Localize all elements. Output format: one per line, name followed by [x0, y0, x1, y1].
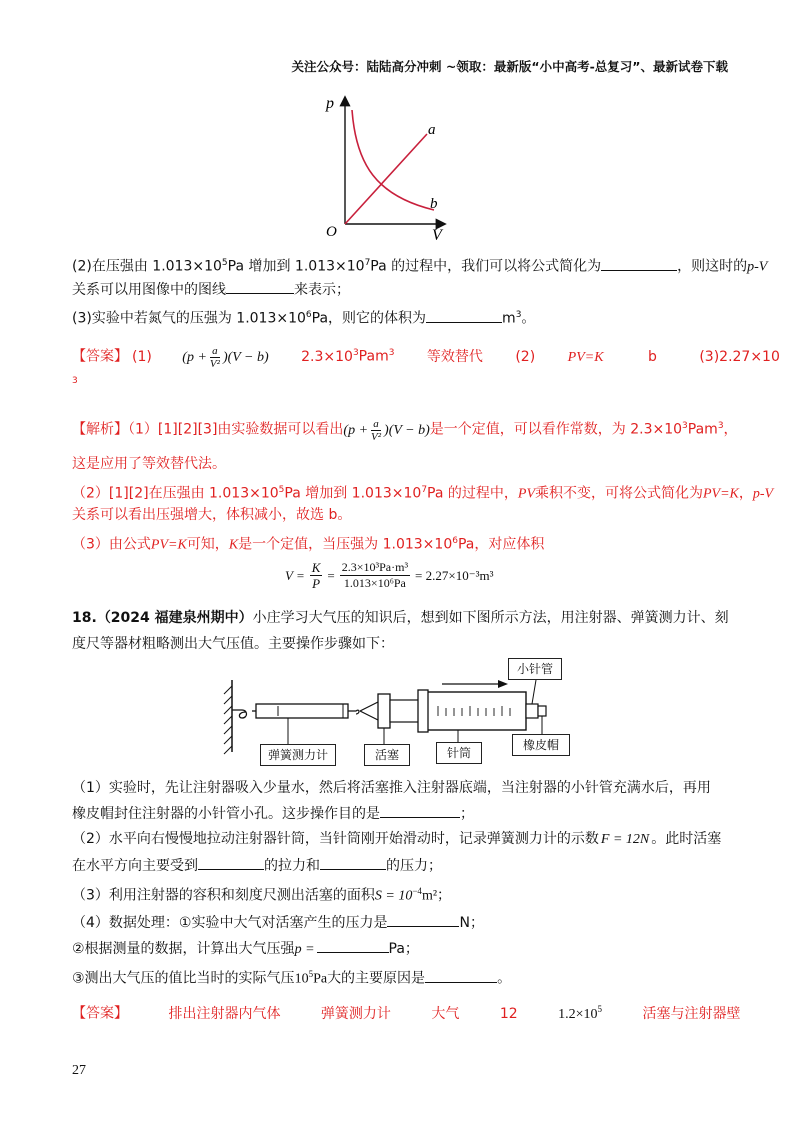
label-rubber-cap: 橡皮帽 [512, 734, 570, 756]
q18-item-1-line-1: （1）实验时，先让注射器吸入少量水，然后将活塞推入注射器底端，当注射器的小针管充满水后，再用 [72, 780, 711, 796]
question-2-line-2: 关系可以用图像中的图线 来表示； [72, 279, 350, 300]
q18-item-5: ②根据测量的数据，计算出大气压强p = Pa； [72, 938, 419, 960]
curve-a-label: a [428, 122, 436, 138]
q18-item-3: （3）利用注射器的容积和刻度尺测出活塞的面积$S = 10^{-4}m^2$； [72, 886, 452, 904]
analysis-line-3: （2）[1][2]在压强由 $1.013\times 10^5Pa$ 增加到 $1.013\times 10^7Pa$ 的过程中，PV乘积不变，可将公式简化为PV=K，p-V [72, 485, 774, 502]
page-number: 27 [72, 1063, 86, 1078]
answer-blank[interactable] [320, 855, 386, 870]
syringe-diagram [218, 656, 588, 770]
label-barrel: 针筒 [436, 742, 482, 764]
curve-b [352, 110, 434, 210]
question-2-line-1: (2)在压强由 $1.013\times 10^5Pa$ 增加到 $1.013\times 10^7Pa$ 的过程中，我们可以将公式简化为 ，则这时的p-V [72, 253, 767, 278]
x-axis-label: V [432, 227, 442, 244]
answer-blank[interactable] [601, 256, 677, 271]
q18-item-6: ③测出大气压的值比当时的实际气压$10^5Pa$大的主要原因是 。 [72, 969, 512, 987]
answer-blank[interactable] [387, 912, 459, 927]
label-spring-scale: 弹簧测力计 [260, 744, 336, 766]
piston-head [378, 694, 390, 728]
rubber-cap [538, 706, 546, 716]
q18-item-2-line-2: 在水平方向主要受到 的拉力和 的压力； [72, 855, 442, 876]
pv-graph [320, 92, 450, 247]
analysis-line-1: 【解析】（1）[1][2][3]由实验数据可以看出(p + $\frac{a}{\text{V²}}$ )(V − b)是一个定值，可以看作常数，为 $2.3\times 10^3Pam^3$， [72, 417, 738, 443]
answer-blank[interactable] [380, 803, 460, 818]
page-header: 关注公众号：陆陆高分冲刺 ~领取：最新版“小中高考-总复习”、最新试卷下载 [291, 59, 728, 74]
line-a [345, 134, 427, 224]
spring-scale [256, 704, 348, 718]
syringe-barrel [426, 692, 526, 730]
question-18-line-1: 18.（2024 福建泉州期中）小庄学习大气压的知识后，想到如下图所示方法，用注射器、弹簧测力计、刻 [72, 610, 729, 626]
y-axis-label: p [326, 95, 334, 112]
origin-label: O [326, 224, 337, 240]
analysis-line-2: 这是应用了等效替代法。 [72, 456, 226, 472]
volume-equation: V = $\frac{K}{P}$ = $\frac{\text{2.3×10³Pa·m³}}{\text{1.013×10⁶Pa}}$ = 2.27×10⁻³m³ [285, 560, 494, 591]
q18-item-4: （4）数据处理：①实验中大气对活塞产生的压力是 N； [72, 912, 484, 933]
analysis-line-5: （3）由公式PV=K可知，K是一个定值，当压强为 $1.013\times 10^6Pa$，对应体积 [72, 536, 545, 553]
answer-1-line: 【答案】 (1) (p + $\frac{a}{\text{V²}}$ )(V − b) $2.3\times 10^3Pam^3$ 等效替代 (2) PV=K b (3)2.27×10 [72, 344, 780, 370]
answer-blank[interactable] [317, 938, 389, 953]
answer-blank[interactable] [425, 968, 497, 983]
curve-b-label: b [430, 196, 438, 212]
question-18-line-2: 度尺等器材粗略测出大气压值。主要操作步骤如下： [72, 636, 394, 652]
label-piston: 活塞 [364, 744, 410, 766]
label-needle: 小针管 [508, 658, 562, 680]
answer-2-line: 【答案】 排出注射器内气体 弹簧测力计 大气 12 $1.2\times 10^5$ 活塞与注射器壁 [72, 1004, 741, 1022]
answer-1-wrap: 3 [72, 376, 78, 386]
q18-item-2-line-1: （2）水平向右慢慢地拉动注射器针筒，当针筒刚开始滑动时，记录弹簧测力计的示数 F = 12N 。此时活塞 [72, 831, 722, 847]
answer-blank[interactable] [198, 855, 264, 870]
question-3: (3)实验中若氮气的压强为 $1.013\times 10^6Pa$，则它的体积为 $m^3$。 [72, 305, 535, 329]
analysis-line-4: 关系可以看出压强增大，体积减小，故选 b。 [72, 507, 352, 523]
q18-item-1-line-2: 橡皮帽封住注射器的小针管小孔。这步操作目的是 ； [72, 803, 474, 824]
answer-blank[interactable] [226, 279, 294, 294]
answer-blank[interactable] [426, 308, 502, 323]
